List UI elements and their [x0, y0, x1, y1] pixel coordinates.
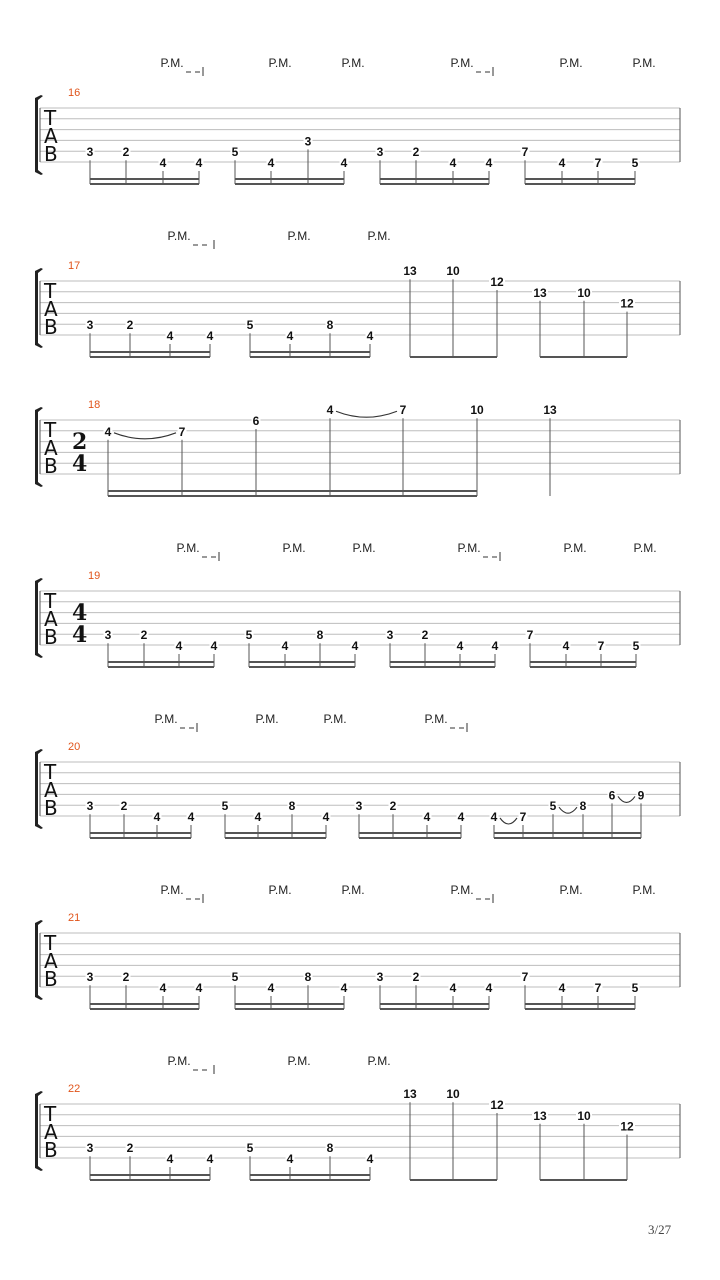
tab-clef-letter: T: [44, 931, 57, 955]
fret-number: 7: [597, 639, 605, 653]
palm-mute-label: P.M.: [176, 541, 200, 555]
fret-number: 4: [166, 329, 174, 343]
fret-number: 4: [449, 981, 457, 995]
page-number: 3/27: [648, 1222, 672, 1237]
fret-number: 7: [519, 810, 527, 824]
fret-number: 5: [221, 799, 229, 814]
palm-mute-label: P.M.: [341, 883, 365, 897]
palm-mute-label: P.M.: [367, 229, 391, 243]
fret-number: 10: [446, 264, 460, 279]
tab-system: [35, 56, 680, 184]
fret-number: 3: [86, 1141, 94, 1156]
fret-number: 13: [533, 1108, 547, 1123]
fret-number: 2: [412, 970, 420, 985]
tab-clef-letter: B: [44, 454, 58, 478]
tab-clef-letter: A: [44, 1120, 58, 1144]
tab-system: [35, 229, 680, 357]
tab-system: [35, 1054, 680, 1180]
fret-number: 4: [485, 981, 493, 995]
time-signature-top: 4: [72, 600, 88, 626]
fret-number: 4: [340, 981, 348, 995]
tab-clef-letter: B: [44, 625, 58, 649]
palm-mute-label: P.M.: [559, 883, 583, 897]
fret-number: 5: [246, 1141, 254, 1156]
fret-number: 12: [490, 275, 504, 289]
tab-clef-letter: A: [44, 949, 58, 973]
fret-number: 2: [122, 970, 130, 985]
fret-number: 7: [521, 145, 529, 160]
fret-number: 3: [304, 134, 312, 149]
system-bracket: [35, 268, 43, 348]
fret-number: 4: [206, 1152, 214, 1166]
palm-mute-label: P.M.: [450, 883, 474, 897]
system-bracket: [35, 749, 43, 829]
fret-number: 12: [620, 296, 634, 311]
fret-number: 8: [304, 970, 312, 985]
fret-number: 2: [140, 628, 148, 643]
fret-number: 12: [490, 1098, 504, 1112]
fret-number: 13: [403, 1087, 417, 1102]
tab-clef-letter: B: [44, 315, 58, 339]
measure-number: 17: [68, 260, 81, 272]
system-bracket: [35, 407, 43, 487]
fret-number: 8: [326, 1141, 334, 1156]
fret-number: 7: [178, 424, 186, 439]
palm-mute-label: P.M.: [352, 541, 376, 555]
fret-number: 10: [577, 1108, 591, 1123]
fret-number: 4: [175, 639, 183, 653]
palm-mute-label: P.M.: [282, 541, 306, 555]
fret-number: 6: [252, 414, 260, 428]
fret-number: 4: [159, 156, 167, 170]
fret-number: 4: [558, 156, 566, 170]
tab-clef-letter: T: [44, 1102, 57, 1126]
tab-system: [35, 399, 680, 496]
fret-number: 5: [231, 970, 239, 985]
fret-number: 4: [485, 156, 493, 170]
tab-clef-letter: T: [44, 106, 57, 130]
fret-number: 4: [166, 1152, 174, 1166]
fret-number: 3: [376, 970, 384, 985]
fret-number: 4: [159, 981, 167, 995]
palm-mute-label: P.M.: [632, 883, 656, 897]
tab-clef-letter: B: [44, 1138, 58, 1162]
fret-number: 5: [632, 639, 640, 653]
fret-number: 3: [376, 145, 384, 160]
tab-clef-letter: T: [44, 418, 57, 442]
fret-number: 4: [267, 156, 275, 170]
measure-number: 18: [88, 399, 101, 411]
measure-number: 19: [88, 570, 101, 582]
system-bracket: [35, 95, 43, 175]
system-bracket: [35, 1091, 43, 1171]
measure-number: 20: [68, 741, 81, 753]
fret-number: 4: [267, 981, 275, 995]
palm-mute-label: P.M.: [323, 712, 347, 726]
tab-clef-letter: T: [44, 279, 57, 303]
tab-clef-letter: B: [44, 796, 58, 820]
tab-clef-letter: A: [44, 297, 58, 321]
time-signature-bottom: 4: [72, 622, 88, 648]
fret-number: 7: [521, 970, 529, 985]
palm-mute-label: P.M.: [450, 56, 474, 70]
fret-number: 2: [120, 799, 128, 814]
fret-number: 4: [456, 639, 464, 653]
fret-number: 3: [86, 318, 94, 333]
fret-number: 4: [153, 810, 161, 824]
fret-number: 4: [326, 403, 334, 418]
fret-number: 5: [231, 145, 239, 160]
tab-clef-letter: A: [44, 436, 58, 460]
fret-number: 8: [326, 318, 334, 333]
fret-number: 8: [288, 799, 296, 814]
fret-number: 5: [245, 628, 253, 643]
tab-clef-letter: A: [44, 778, 58, 802]
tab-clef-letter: T: [44, 760, 57, 784]
fret-number: 4: [558, 981, 566, 995]
fret-number: 8: [316, 628, 324, 643]
fret-number: 8: [579, 799, 587, 814]
measure-number: 16: [68, 87, 81, 99]
measure-number: 22: [68, 1083, 81, 1095]
palm-mute-label: P.M.: [268, 56, 292, 70]
fret-number: 2: [389, 799, 397, 814]
time-signature-bottom: 4: [72, 451, 88, 477]
fret-number: 4: [366, 329, 374, 343]
tab-system: [35, 883, 680, 1009]
fret-number: 2: [126, 1141, 134, 1156]
palm-mute-label: P.M.: [255, 712, 279, 726]
palm-mute-label: P.M.: [160, 56, 184, 70]
fret-number: 2: [421, 628, 429, 643]
fret-number: 4: [449, 156, 457, 170]
fret-number: 4: [206, 329, 214, 343]
palm-mute-label: P.M.: [268, 883, 292, 897]
fret-number: 7: [594, 156, 602, 170]
fret-number: 4: [254, 810, 262, 824]
palm-mute-label: P.M.: [457, 541, 481, 555]
palm-mute-label: P.M.: [424, 712, 448, 726]
palm-mute-label: P.M.: [563, 541, 587, 555]
tab-system: [35, 541, 680, 667]
fret-number: 7: [526, 628, 534, 643]
fret-number: 2: [126, 318, 134, 333]
tab-clef-letter: T: [44, 589, 57, 613]
fret-number: 10: [577, 285, 591, 300]
palm-mute-label: P.M.: [633, 541, 657, 555]
fret-number: 4: [210, 639, 218, 653]
fret-number: 4: [281, 639, 289, 653]
fret-number: 4: [195, 156, 203, 170]
fret-number: 3: [386, 628, 394, 643]
tie-arc: [618, 796, 635, 802]
tie-arc: [336, 411, 397, 417]
palm-mute-label: P.M.: [367, 1054, 391, 1068]
fret-number: 10: [446, 1087, 460, 1102]
fret-number: 3: [86, 970, 94, 985]
fret-number: 9: [637, 788, 645, 803]
tie-arc: [114, 433, 176, 439]
fret-number: 4: [340, 156, 348, 170]
tie-arc: [559, 807, 577, 813]
fret-number: 10: [470, 403, 484, 418]
fret-number: 7: [594, 981, 602, 995]
fret-number: 6: [608, 788, 616, 803]
system-bracket: [35, 920, 43, 1000]
tab-clef-letter: A: [44, 124, 58, 148]
fret-number: 4: [366, 1152, 374, 1166]
fret-number: 13: [533, 285, 547, 300]
fret-number: 4: [423, 810, 431, 824]
palm-mute-label: P.M.: [154, 712, 178, 726]
palm-mute-label: P.M.: [287, 229, 311, 243]
fret-number: 4: [104, 424, 112, 439]
fret-number: 13: [403, 264, 417, 279]
fret-number: 4: [286, 1152, 294, 1166]
fret-number: 7: [399, 403, 407, 418]
fret-number: 4: [187, 810, 195, 824]
palm-mute-label: P.M.: [341, 56, 365, 70]
fret-number: 5: [246, 318, 254, 333]
palm-mute-label: P.M.: [167, 229, 191, 243]
fret-number: 4: [490, 810, 498, 824]
fret-number: 2: [412, 145, 420, 160]
fret-number: 3: [86, 145, 94, 160]
fret-number: 5: [631, 981, 639, 995]
fret-number: 5: [549, 799, 557, 814]
measure-number: 21: [68, 912, 81, 924]
fret-number: 4: [286, 329, 294, 343]
tie-arc: [500, 818, 517, 824]
tab-clef-letter: B: [44, 967, 58, 991]
tab-clef-letter: A: [44, 607, 58, 631]
fret-number: 3: [104, 628, 112, 643]
fret-number: 12: [620, 1119, 634, 1134]
fret-number: 5: [631, 156, 639, 170]
palm-mute-label: P.M.: [632, 56, 656, 70]
fret-number: 3: [355, 799, 363, 814]
palm-mute-label: P.M.: [160, 883, 184, 897]
fret-number: 4: [457, 810, 465, 824]
fret-number: 4: [491, 639, 499, 653]
palm-mute-label: P.M.: [167, 1054, 191, 1068]
fret-number: 4: [562, 639, 570, 653]
time-signature-top: 2: [72, 429, 88, 455]
system-bracket: [35, 578, 43, 658]
fret-number: 4: [351, 639, 359, 653]
fret-number: 13: [543, 403, 557, 418]
fret-number: 4: [195, 981, 203, 995]
tab-system: [35, 712, 680, 838]
palm-mute-label: P.M.: [287, 1054, 311, 1068]
fret-number: 4: [322, 810, 330, 824]
palm-mute-label: P.M.: [559, 56, 583, 70]
fret-number: 3: [86, 799, 94, 814]
tab-clef-letter: B: [44, 142, 58, 166]
fret-number: 2: [122, 145, 130, 160]
